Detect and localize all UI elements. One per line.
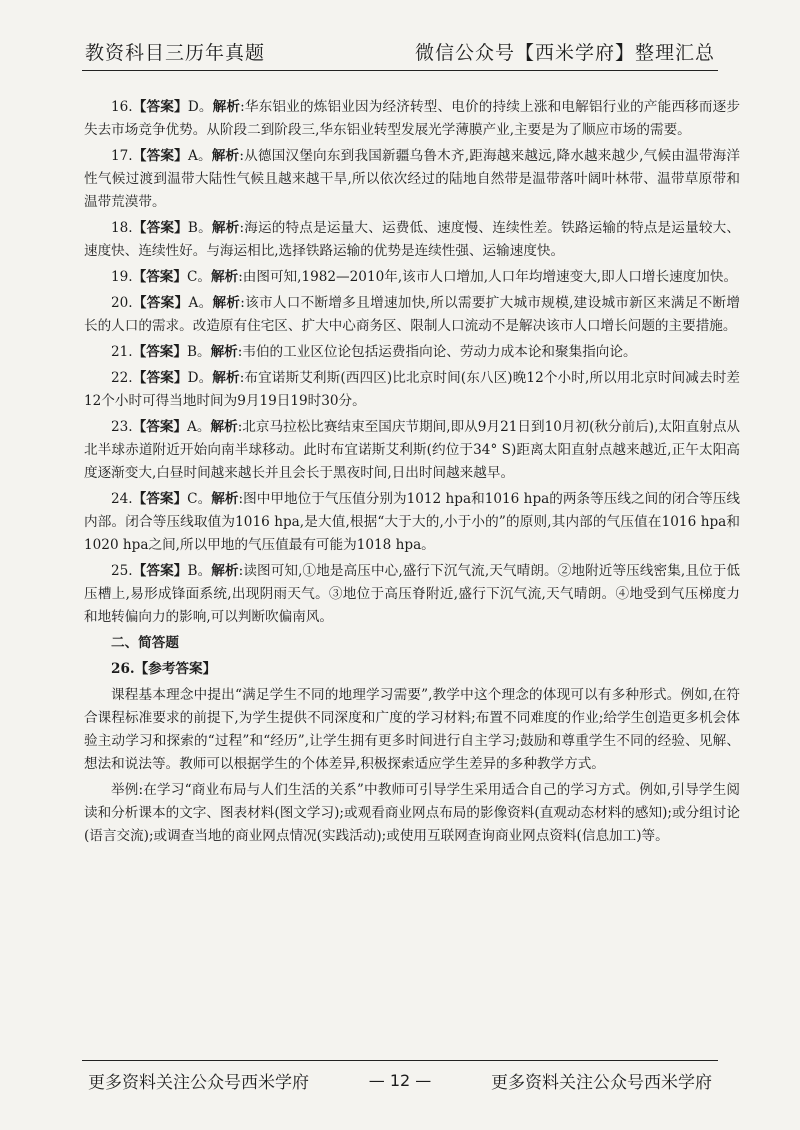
answer-tag: 【答案】 [132,491,188,507]
page-number: — 12 — [368,1071,432,1090]
answer-choice: D。 [187,99,213,115]
page-header [85,38,715,65]
answer-content [84,96,740,851]
analysis-tag: 解析 [211,491,239,507]
answer-item-25 [84,560,740,629]
item-number: 25. [111,563,133,579]
analysis-text: :韦伯的工业区位论包括运费指向论、劳动力成本论和聚集指向论。 [237,344,637,360]
analysis-tag: 解析 [211,269,239,285]
answer-tag: 【答案】 [132,295,189,311]
analysis-tag: 解析 [210,419,238,435]
analysis-text: :该市人口不断增多且增速加快,所以需要扩大城市规模,建设城市新区来满足不断增长的人口的需求。改造原有住宅区、扩大中心商务区、限制人口流动不是解决该市人口增长问题的主要措施。 [84,295,741,334]
analysis-tag: 解析 [212,99,241,115]
footer-divider [82,1060,718,1061]
answer-choice: C。 [187,491,212,507]
answer-tag: 【答案】 [132,419,188,435]
q26-label: 26.【参考答案】 [111,661,217,677]
item-number: 19. [111,269,133,285]
answer-item-17 [84,145,740,214]
answer-choice: A。 [187,419,211,435]
analysis-tag: 解析 [212,370,240,386]
analysis-text: :从德国汉堡向东到我国新疆乌鲁木齐,距海越来越远,降水越来越少,气候由温带海洋性气候过渡到温带大陆性气候且越来越干旱,所以依次经过的陆地自然带是温带落叶阔叶林带、温带草原带和温带荒漠带。 [84,148,740,210]
answer-item-20 [84,292,740,338]
answer-item-22 [84,367,740,413]
answer-choice: D。 [187,370,213,386]
answer-item-19 [84,266,740,289]
q26-paragraph-2: 举例:在学习“商业布局与人们生活的关系”中教师可引导学生采用适合自己的学习方式。例如,引导学生阅读和分析课本的文字、图表材料(图文学习);或观看商业网点布局的影像资料(直观动态材料的感知);或分组讨论(语言交流);或调查当地的商业网点情况(实践活动);或使用互联网查询商业网点资料(信息加工)等。 [84,782,740,844]
answer-choice: B。 [187,344,211,360]
answer-item-16 [84,96,740,142]
item-number: 17. [111,148,133,164]
answer-tag: 【答案】 [132,220,188,236]
section-title: 二、简答题 [111,635,179,651]
answer-tag: 【答案】 [132,344,187,360]
answer-choice: C。 [187,269,211,285]
header-divider [82,70,718,71]
q26-paragraph-1: 课程基本理念中提出“满足学生不同的地理学习需要”,教学中这个理念的体现可以有多种形式。例如,在符合课程标准要求的前提下,为学生提供不同深度和广度的学习材料;布置不同难度的作业;给学生创造更多机会体验主动学习和探索的“过程”和“经历”,让学生拥有更多时间进行自主学习;鼓励和尊重学生不同的经验、见解、想法和说法等。教师可以根据学生的个体差异,积极探索适应学生差异的多种教学方式。 [84,687,740,772]
analysis-text: :北京马拉松比赛结束至国庆节期间,即从9月21日到10月初(秋分前后),太阳直射点从北半球赤道附近开始向南半球移动。此时布宜诺斯艾利斯(约位于34° S)距离太阳直射点越来越近,正午太阳高度逐渐变大,白昼时间越来越长并且会长于黑夜时间,日出时间越来越早。 [84,419,741,481]
analysis-text: :读图可知,①地是高压中心,盛行下沉气流,天气晴朗。②地附近等压线密集,且位于低压槽上,易形成锋面系统,出现阴雨天气。③地位于高压脊附近,盛行下沉气流,天气晴朗。④地受到气压梯度力和地转偏向力的影响,可以判断吹偏南风。 [84,563,741,625]
page-footer [88,1068,712,1093]
answer-item-21 [84,341,740,364]
item-number: 21. [111,344,133,360]
answer-tag: 【答案】 [132,269,187,285]
footer-right-text: 更多资料关注公众号西米学府 [491,1073,712,1093]
item-number: 18. [111,220,133,236]
answer-choice: A。 [188,295,213,311]
analysis-text: :海运的特点是运量大、运费低、速度慢、连续性差。铁路运输的特点是运量较大、速度快、连续性好。与海运相比,选择铁路运输的优势是连续性强、运输速度快。 [84,220,741,259]
analysis-tag: 解析 [212,295,241,311]
answer-tag: 【答案】 [132,563,188,579]
analysis-tag: 解析 [210,344,238,360]
analysis-text: :布宜诺斯艾利斯(西四区)比北京时间(东八区)晚12个小时,所以用北京时间减去时差12个小时可得当地时间为9月19日19时30分。 [84,370,741,409]
item-number: 23. [111,419,133,435]
item-number: 16. [111,99,133,115]
answer-tag: 【答案】 [132,99,188,115]
header-right-title: 微信公众号【西米学府】整理汇总 [414,42,715,64]
answer-choice: B。 [187,563,212,579]
item-number: 20. [111,295,133,311]
answer-tag: 【答案】 [132,370,188,386]
analysis-tag: 解析 [211,220,240,236]
analysis-tag: 解析 [211,563,239,579]
analysis-tag: 解析 [211,148,240,164]
answer-item-18 [84,217,740,263]
analysis-text: :华东铝业的炼铝业因为经济转型、电价的持续上涨和电解铝行业的产能西移而逐步失去市场竞争优势。从阶段二到阶段三,华东铝业转型发展光学薄膜产业,主要是为了顺应市场的需要。 [84,99,741,138]
answer-tag: 【答案】 [132,148,188,164]
answer-item-23 [84,416,740,485]
answer-choice: A。 [187,148,212,164]
item-number: 22. [111,370,133,386]
analysis-text: :由图可知,1982—2010年,该市人口增加,人口年均增速变大,即人口增长速度加快。 [238,269,738,285]
footer-left-text: 更多资料关注公众号西米学府 [88,1073,309,1093]
analysis-text: :图中甲地位于气压值分别为1012 hpa和1016 hpa的两条等压线之间的闭合等压线内部。闭合等压线取值为1016 hpa,是大值,根据“大于大的,小于小的”的原则,其内部的气压值在1016 hpa和1020 hpa之间,所以甲地的气压值最有可能为1018 hpa。 [84,491,740,553]
answer-choice: B。 [187,220,212,236]
item-number: 24. [111,491,133,507]
header-left-title: 教资科目三历年真题 [85,42,266,64]
answer-item-24 [84,488,740,557]
